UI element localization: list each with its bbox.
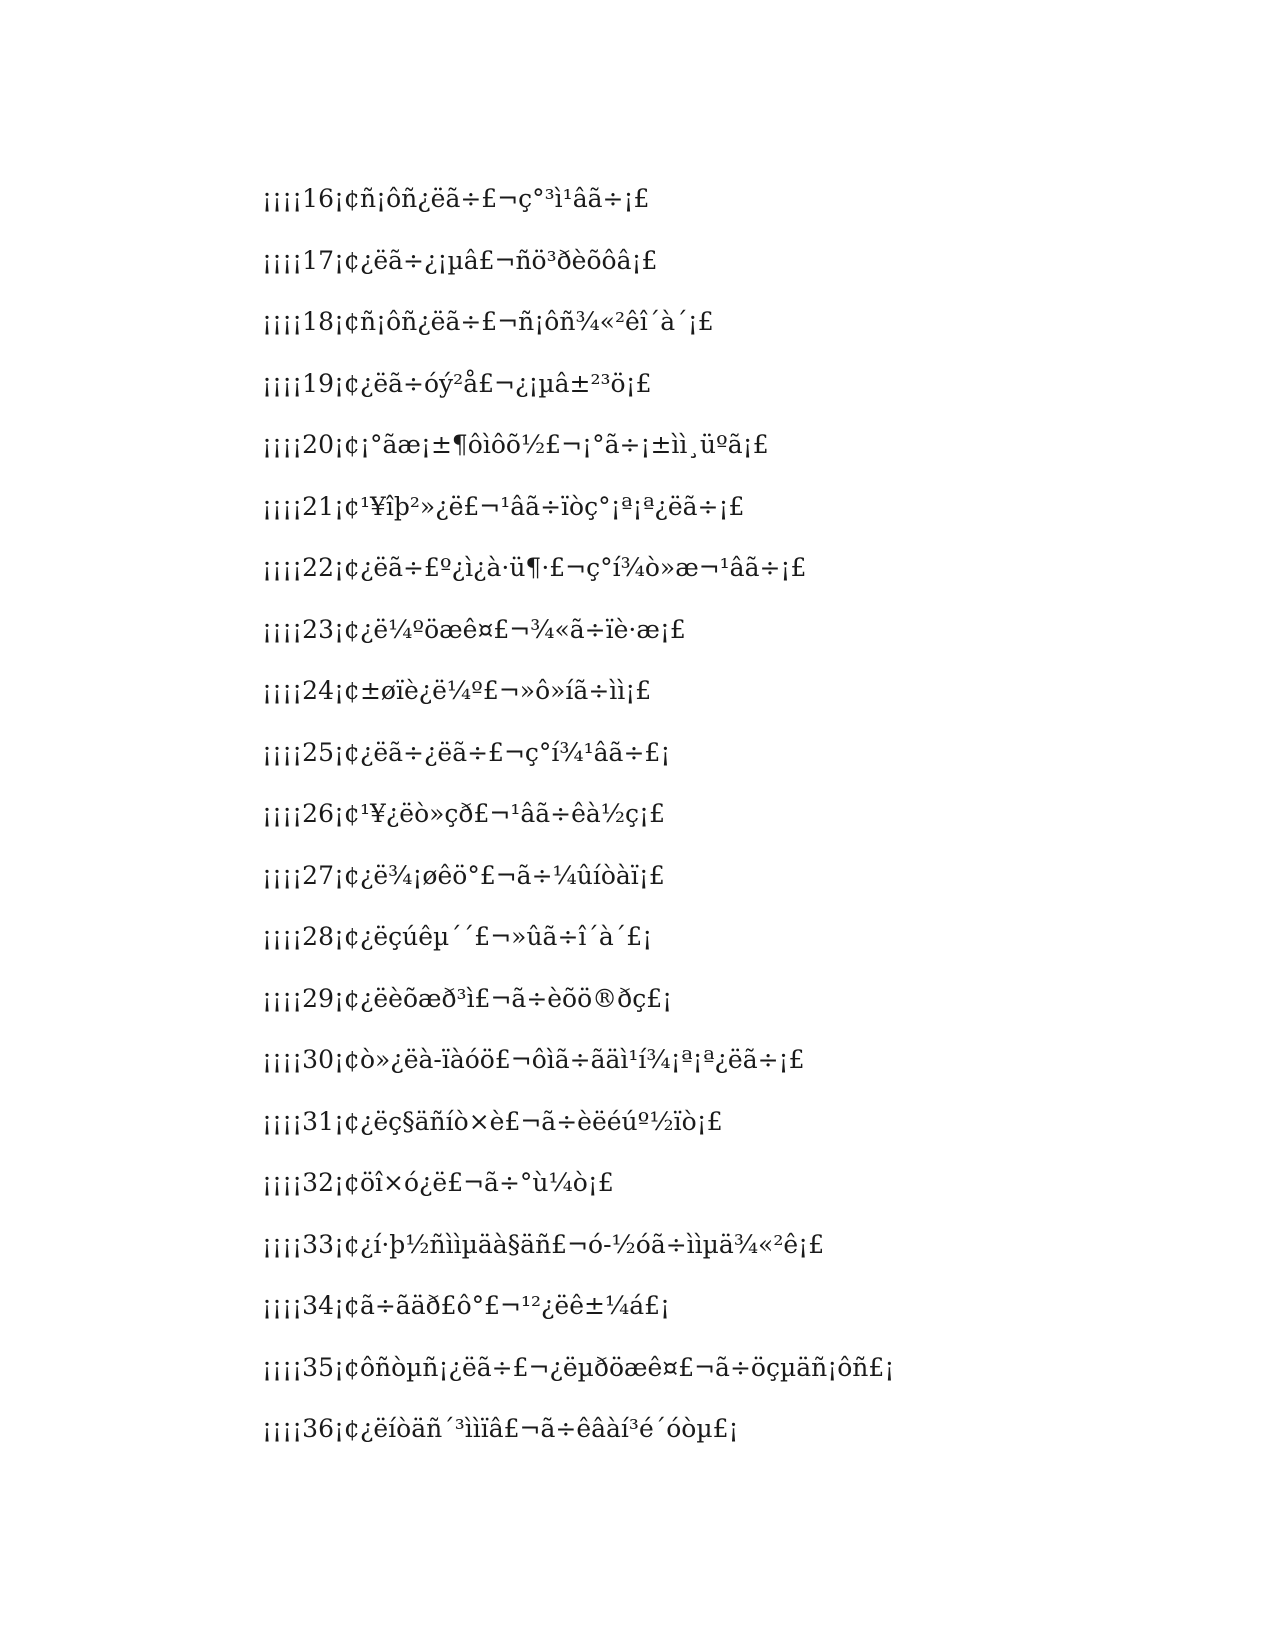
text-line-36: ¡¡¡¡36¡¢¿ëíòäñ´³ììïâ£¬ã÷êâàí³é´óòµ£¡: [262, 1414, 739, 1443]
text-line-25: ¡¡¡¡25¡¢¿ëã÷¿ëã÷£¬ç°í¾¹âã÷£¡: [262, 737, 671, 767]
text-line-18: ¡¡¡¡18¡¢ñ¡ôñ¿ëã÷£¬ñ¡ôñ¾«²êî´à´¡£: [262, 307, 714, 336]
text-line-30: ¡¡¡¡30¡¢ò»¿ëà-ïàóö£¬ôìã÷ãäì¹í¾¡ª¡ª¿ëã÷¡£: [262, 1045, 805, 1074]
text-line-32: ¡¡¡¡32¡¢öî×ó¿ë£¬ã÷°ù¼ò¡£: [262, 1168, 614, 1197]
text-line-21: ¡¡¡¡21¡¢¹¥îþ²»¿ë£¬¹âã÷ïòç°¡ª¡ª¿ëã÷¡£: [262, 491, 745, 521]
text-lines: [262, 168, 1222, 1460]
text-line-34: ¡¡¡¡34¡¢ã÷ãäð£ô°£¬¹²¿ëê±¼á£¡: [262, 1291, 671, 1320]
text-line-31: ¡¡¡¡31¡¢¿ëç§äñíò×è£¬ã÷èëéúº½ïò¡£: [262, 1106, 723, 1136]
text-line-16: ¡¡¡¡16¡¢ñ¡ôñ¿ëã÷£¬ç°³ì¹âã÷¡£: [262, 184, 650, 213]
text-line-22: ¡¡¡¡22¡¢¿ëã÷£º¿ì¿à·ü¶·£¬ç°í¾ò»æ¬¹âã÷¡£: [262, 553, 807, 582]
text-line-35: ¡¡¡¡35¡¢ôñòµñ¡¿ëã÷£¬¿ëµðöæê¤£¬ã÷öçµäñ¡ôñ£¡: [262, 1352, 895, 1382]
text-line-28: ¡¡¡¡28¡¢¿ëçúêµ´´£¬»ûã÷î´à´£¡: [262, 922, 653, 951]
text-line-17: ¡¡¡¡17¡¢¿ëã÷¿¡µâ£¬ñö³ðèõôâ¡£: [262, 245, 658, 275]
text-line-19: ¡¡¡¡19¡¢¿ëã÷óý²å£¬¿¡µâ±²³ö¡£: [262, 368, 652, 398]
text-line-27: ¡¡¡¡27¡¢¿ë¾¡øêö°£¬ã÷¼ûíòàï¡£: [262, 860, 665, 890]
text-line-29: ¡¡¡¡29¡¢¿ëèõæð³ì£¬ã÷èõö®ðç£¡: [262, 983, 673, 1013]
text-line-20: ¡¡¡¡20¡¢¡°ãæ¡±¶ôìôõ½£¬¡°ã÷¡±ìì¸üºã¡£: [262, 430, 769, 459]
text-line-24: ¡¡¡¡24¡¢±øïè¿ë¼º£¬»ô»íã÷ìì¡£: [262, 676, 652, 705]
text-line-23: ¡¡¡¡23¡¢¿ë¼ºöæê¤£¬¾«ã÷ïè·æ¡£: [262, 614, 686, 644]
text-line-33: ¡¡¡¡33¡¢¿í·þ½ñììµäà§äñ£¬ó-½óã÷ììµä¾«²ê¡£: [262, 1229, 825, 1259]
text-line-26: ¡¡¡¡26¡¢¹¥¿ëò»çð£¬¹âã÷êà½ç¡£: [262, 799, 665, 828]
